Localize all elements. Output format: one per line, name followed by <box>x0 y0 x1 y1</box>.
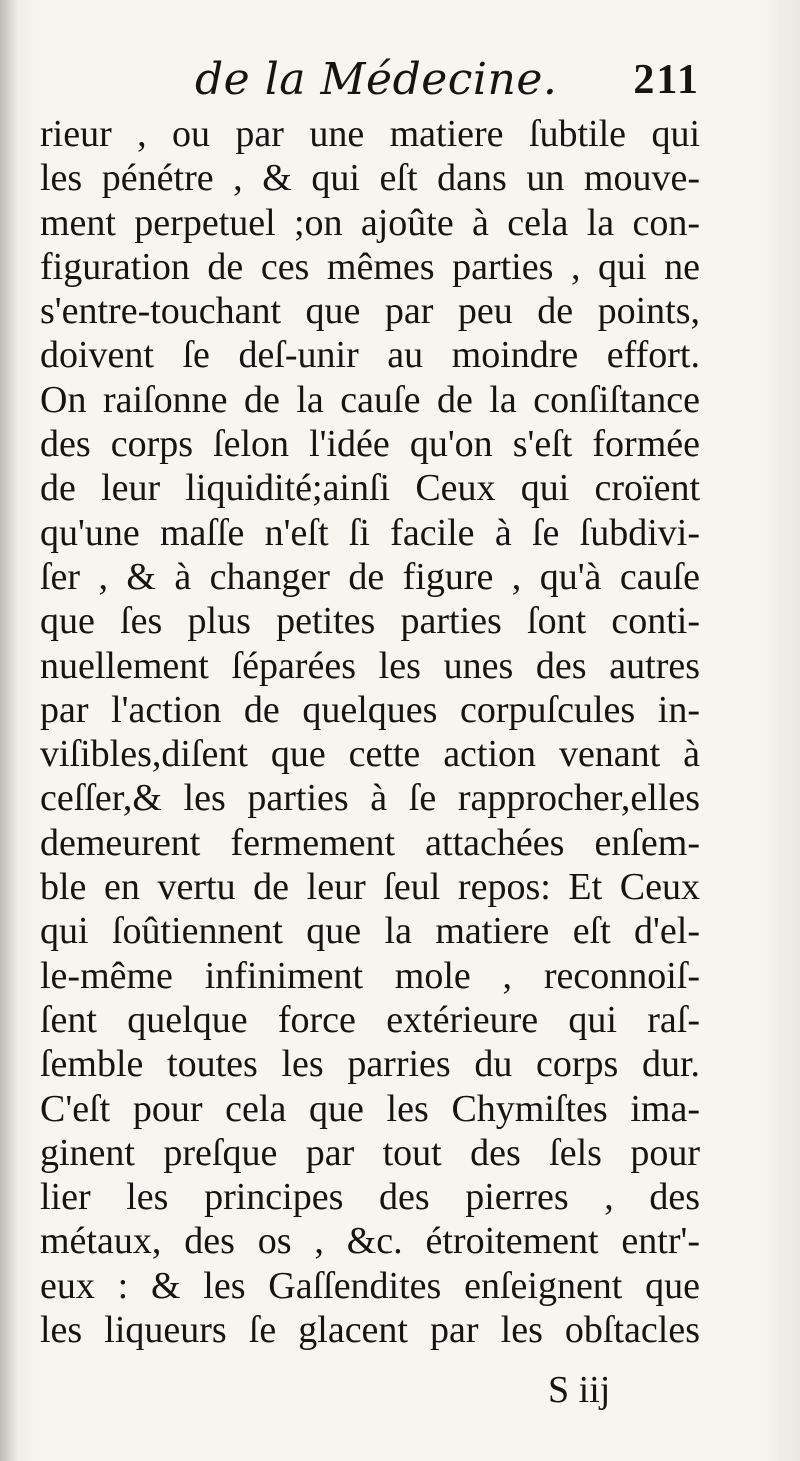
running-title: de la Médecine. <box>195 54 558 105</box>
text-line: le-même infiniment mole , reconnoiſ- <box>40 954 700 997</box>
text-line: de leur liquidité;ainſi Ceux qui croïent <box>40 467 700 510</box>
text-line: les liqueurs ſe glacent par les obſtacles <box>40 1309 700 1352</box>
text-line: ſer , & à changer de figure , qu'à cauſe <box>40 555 700 598</box>
text-line: demeurent fermement attachées enſem- <box>40 821 700 864</box>
text-line: figuration de ces mêmes parties , qui ne <box>40 245 700 288</box>
text-line: par l'action de quelques corpuſcules in- <box>40 688 700 731</box>
text-line: ceſſer,& les parties à ſe rapprocher,elles <box>40 777 700 820</box>
text-line: nuellement ſéparées les unes des autres <box>40 644 700 687</box>
text-line: des corps ſelon l'idée qu'on s'eſt formée <box>40 423 700 466</box>
text-line: ſemble toutes les parries du corps dur. <box>40 1043 700 1086</box>
text-line: ſent quelque force extérieure qui raſ- <box>40 998 700 1041</box>
page-header <box>40 52 700 112</box>
text-line: ble en vertu de leur ſeul repos: Et Ceux <box>40 866 700 909</box>
text-line: doivent ſe deſ-unir au moindre effort. <box>40 334 700 377</box>
text-line: qui ſoûtiennent que la matiere eſt d'el- <box>40 910 700 953</box>
text-line: les pénétre , & qui eſt dans un mouve- <box>40 157 700 200</box>
text-line: que ſes plus petites parties ſont conti- <box>40 600 700 643</box>
text-line: ment perpetuel ;on ajoûte à cela la con- <box>40 201 700 244</box>
text-line: s'entre-touchant que par peu de points, <box>40 290 700 333</box>
text-line: C'eſt pour cela que les Chymiſtes ima- <box>40 1087 700 1130</box>
text-line: lier les principes des pierres , des <box>40 1176 700 1219</box>
page-number: 211 <box>633 57 700 103</box>
text-line: métaux, des os , &c. étroitement entr'- <box>40 1220 700 1263</box>
text-line: eux : & les Gaſſendites enſeignent que <box>40 1264 700 1307</box>
body-text <box>40 112 700 1352</box>
text-line: qu'une maſſe n'eſt ſi facile à ſe ſubdivi- <box>40 511 700 554</box>
text-line: On raiſonne de la cauſe de la conſiſtance <box>40 378 700 421</box>
text-line: viſibles,diſent que cette action venant à <box>40 733 700 776</box>
text-line: rieur , ou par une matiere ſubtile qui <box>40 113 700 155</box>
gutter-shadow <box>0 0 18 1461</box>
text-line: ginent preſque par tout des ſels pour <box>40 1131 700 1174</box>
signature-mark: S iij <box>548 1369 611 1411</box>
